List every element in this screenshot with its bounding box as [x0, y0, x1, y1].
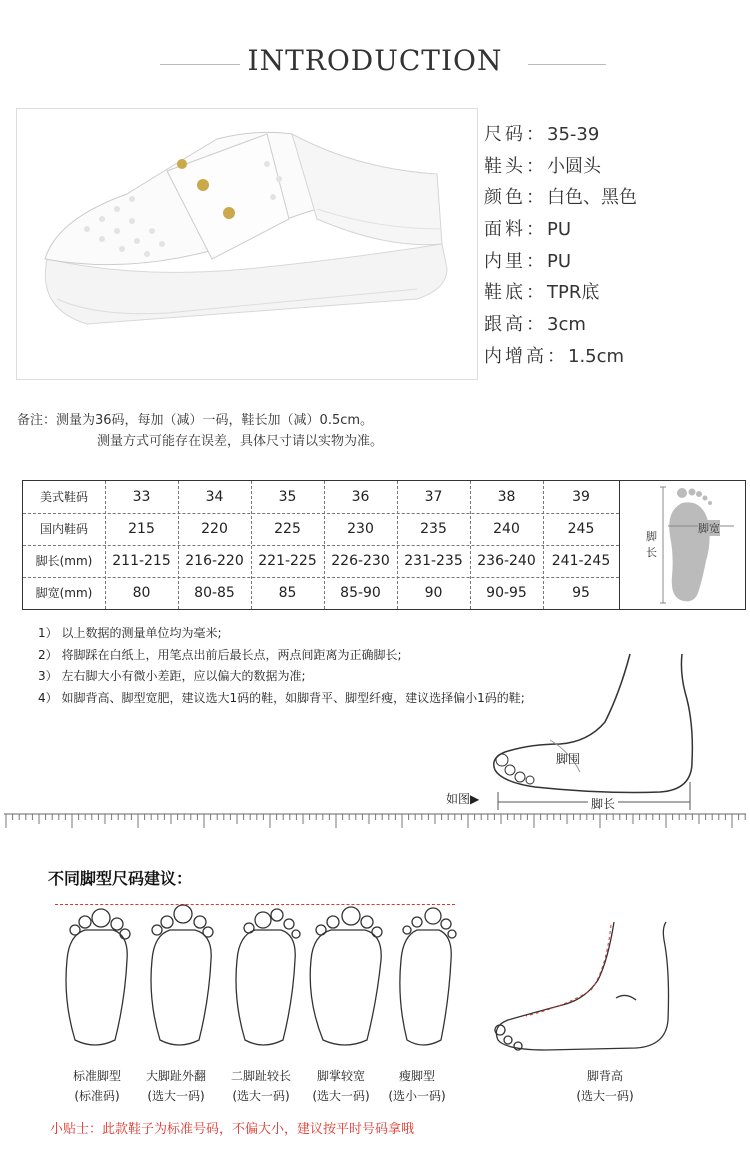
table-cell: 33 [132, 489, 151, 505]
spec-heel: 跟高：3cm [484, 314, 586, 336]
tip-3: 3） 左右脚大小有微小差距，应以偏大的数据为准; [38, 669, 306, 683]
table-cell: 90-95 [486, 585, 527, 601]
table-cell: 236-240 [477, 553, 536, 569]
spec-color: 颜色：白色、黑色 [484, 187, 637, 209]
page-title: INTRODUCTION [247, 44, 503, 77]
row-header: 脚宽(mm) [35, 586, 93, 600]
foot-width-label: 脚宽 [698, 522, 720, 535]
table-row-foot-width [23, 577, 619, 609]
foot-side-diagram [480, 652, 710, 814]
product-image [16, 108, 478, 380]
table-cell: 225 [274, 521, 301, 537]
table-cell: 211-215 [112, 553, 171, 569]
row-header: 国内鞋码 [39, 522, 88, 536]
table-cell: 241-245 [551, 553, 611, 569]
table-row-foot-length [23, 545, 619, 577]
spec-material: 面料：PU [484, 219, 572, 241]
table-cell: 226-230 [331, 553, 390, 569]
table-cell: 85-90 [340, 585, 381, 601]
table-cell: 80 [132, 585, 151, 601]
header-line-right [528, 64, 606, 65]
foot-type-long-second-toe: 二脚趾较长 (选大一码) [230, 1069, 291, 1103]
spec-list [484, 120, 734, 374]
spec-sole: 鞋底：TPR底 [484, 282, 600, 304]
spec-size: 尺码：35-39 [484, 124, 600, 145]
table-cell: 231-235 [404, 553, 463, 569]
table-cell: 36 [351, 489, 370, 505]
girth-label: 脚围 [556, 752, 581, 766]
footer-tip: 小贴士：此款鞋子为标准号码，不偏大小，建议按平时号码拿哦 [50, 1122, 415, 1137]
note-line-1: 备注：测量为36码，每加（减）一码，鞋长加（减）0.5cm。 [17, 413, 374, 428]
table-cell: 240 [493, 521, 520, 537]
foot-type-standard: 标准脚型 (标准码) [72, 1069, 121, 1103]
spec-insole-lift: 内增高：1.5cm [484, 345, 625, 367]
tip-2: 2） 将脚踩在白纸上，用笔点出前后最长点，两点间距离为正确脚长; [38, 647, 402, 662]
foot-sole-icon [620, 481, 746, 609]
table-cell: 39 [572, 489, 590, 505]
tip-1: 1） 以上数据的测量单位均为毫米; [38, 626, 222, 640]
table-cell: 35 [278, 489, 297, 505]
table-cell: 235 [420, 521, 447, 537]
table-cell: 80-85 [194, 585, 235, 601]
size-table [22, 480, 746, 610]
table-cell: 215 [128, 521, 155, 537]
spec-toe: 鞋头：小圆头 [484, 155, 601, 177]
foot-type-bunion: 大脚趾外翻 (选大一码) [145, 1069, 206, 1103]
table-cell: 95 [572, 585, 590, 601]
table-cell: 38 [497, 489, 516, 505]
foot-type-slim: 瘦脚型 (选小一码) [388, 1069, 446, 1103]
table-cell: 221-225 [258, 553, 317, 569]
tip-4: 4） 如脚背高、脚型宽肥，建议选大1码的鞋，如脚背平、脚型纤瘦，建议选择偏小1码的鞋; [38, 690, 525, 705]
table-cell: 230 [347, 521, 374, 537]
row-header: 脚长(mm) [35, 554, 93, 568]
table-cell: 34 [205, 489, 224, 505]
row-header: 美式鞋码 [39, 490, 88, 504]
table-cell: 220 [201, 521, 228, 537]
foot-types-diagram [55, 900, 475, 1060]
table-cell: 245 [567, 521, 595, 537]
foot-type-title: 不同脚型尺码建议： [48, 869, 193, 888]
table-row-cn-size [23, 513, 619, 545]
foot-type-wide: 脚掌较宽 (选大一码) [312, 1069, 370, 1103]
table-cell: 85 [278, 585, 297, 601]
foot-measure-diagram [619, 481, 746, 609]
table-cell: 37 [424, 489, 443, 505]
table-cell: 216-220 [185, 553, 244, 569]
foot-length-label: 脚长 [646, 529, 660, 561]
table-row-us-size [23, 481, 619, 513]
as-shown-label: 如图▶ [446, 792, 480, 806]
ruler [4, 812, 746, 832]
length-label: 脚长 [588, 795, 618, 812]
note-line-2: 测量方式可能存在误差，具体尺寸请以实物为准。 [97, 434, 384, 449]
table-cell: 90 [424, 585, 443, 601]
high-instep-diagram [486, 920, 696, 1060]
shoe-illustration [17, 109, 477, 379]
arrow-right-icon: ▶ [470, 792, 480, 806]
foot-type-high-instep: 脚背高 (选大一码) [576, 1069, 634, 1103]
spec-lining: 内里：PU [484, 250, 572, 272]
